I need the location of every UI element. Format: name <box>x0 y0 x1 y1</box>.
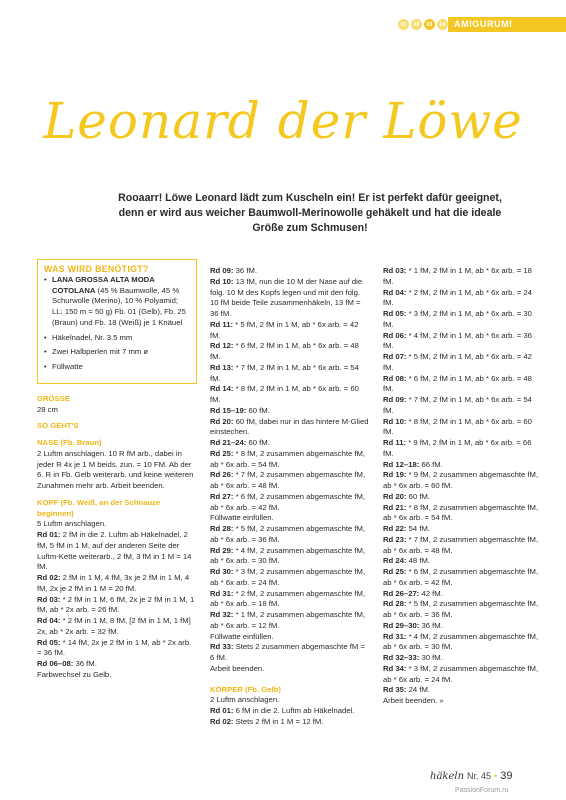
yarn-name: LANA GROSSA ALTA MODA COTOLANA <box>52 274 155 295</box>
materials-item-yarn <box>44 275 189 329</box>
round-line: Rd 02: 2 fM in 1 M, 4 fM, 3x je 2 fM in 1 M, 4 fM, 2x je 2 fM in 1 M = 20 fM. <box>37 573 190 593</box>
nase-text: 2 Luftm anschlagen. 10 R fM arb., dabei in jeder R 4x je 1 M beids. zun. = 10 FM. Ab der 6. R in Fb. Gelb weiterarb. und keine weiteren Zunahmen mehr arb. Arbeit beenden. <box>37 448 194 490</box>
round-line: Rd 25: * 6 fM, 2 zusammen abgemaschte fM, ab * 6x arb. = 42 fM. <box>383 567 539 587</box>
column-1 <box>37 259 197 681</box>
column-2 <box>210 266 370 728</box>
round-line: Rd 01: 2 fM in die 2. Luftm ab Häkelnadel, 2 fM, 5 fM in 1 M, auf der anderen Seite der Luftm-Kette weiterarb., 2 fM, 3 fM in 1 M = 14 fM. <box>37 530 192 572</box>
page-dot: 02 <box>411 19 422 30</box>
column-3 <box>383 266 543 707</box>
page-footer <box>430 770 512 782</box>
round-line: Rd 09: * 7 fM, 2 fM in 1 M, ab * 6x arb. = 54 fM. <box>383 395 532 415</box>
size-heading: GRÖSSE <box>37 393 70 403</box>
round-line: Rd 03: * 2 fM in 1 M, 6 fM, 2x je 2 fM in 1 M, 1 fM, ab * 2x arb. = 26 fM. <box>37 594 195 615</box>
round-line: Rd 09: 36 fM. <box>210 266 257 275</box>
page-dot: 01 <box>398 19 409 30</box>
round-line: Rd 25: * 8 fM, 2 zusammen abgemaschte fM, ab * 6x arb. = 54 fM. <box>210 448 366 469</box>
round-line: Rd 14: * 8 fM, 2 fM in 1 M, ab * 6x arb. = 60 fM. <box>210 384 359 404</box>
round-line: Rd 10: * 8 fM, 2 fM in 1 M, ab * 6x arb. = 60 fM. <box>383 416 532 437</box>
footer-separator: • <box>494 771 498 781</box>
round-line: Rd 06: * 4 fM, 2 fM in 1 M, ab * 6x arb. = 36 fM. <box>383 330 532 351</box>
round-line: Rd 04: * 2 fM, 2 fM in 1 M, ab * 6x arb. = 24 fM. <box>383 287 532 308</box>
section-label: AMIGURUMI <box>448 17 566 32</box>
round-line: Rd 33: Stets 2 zusammen abgemaschte fM = 6 fM. <box>210 642 365 662</box>
round-line: Rd 10: 13 fM, nun die 10 M der Nase auf die folg. 10 M des Kopfs legen und mit den folg. 10 fM beide Teile zusammenhäkeln, 13 fM = 36 fM. <box>210 276 363 318</box>
round-line: Rd 23: * 7 fM, 2 zusammen abgemaschte fM, ab * 6x arb. = 48 fM. <box>383 534 539 555</box>
materials-item: • Füllwatte <box>44 362 189 373</box>
round-line: Rd 05: * 14 fM, 2x je 2 fM in 1 M, ab * 2x arb. = 36 fM. <box>37 637 192 658</box>
round-line: Rd 28: * 5 fM, 2 zusammen abgemaschte fM, ab * 6x arb. = 36 fM. <box>383 599 539 619</box>
round-line: Rd 26–27: 42 fM. <box>383 588 443 598</box>
page-indicator-dots <box>398 19 448 30</box>
intro-text: Rooaarr! Löwe Leonard lädt zum Kuscheln ein! Er ist perfekt dafür geeignet, denn er wird aus weicher Baumwoll-Merinowolle gehäkelt und hat die ideale Größe zum Schmusen! <box>118 192 502 234</box>
round-line: Rd 34: * 3 fM, 2 zusammen abgemaschte fM, ab * 6x arb. = 24 fM. <box>383 663 539 684</box>
round-line: Rd 27: * 6 fM, 2 zusammen abgemaschte fM, ab * 6x arb. = 42 fM. <box>210 491 366 512</box>
koerper-intro: 2 Luftm anschlagen. <box>210 695 280 705</box>
kopf-heading: KOPF (Fb. Weiß, an der Schnauze beginnen) <box>37 497 161 518</box>
page-dot: 04 <box>437 19 448 30</box>
round-line: Rd 15–19: 60 fM. <box>210 405 270 415</box>
round-line: Rd 12: * 6 fM, 2 fM in 1 M, ab * 6x arb. = 48 fM. <box>210 341 359 361</box>
round-line: Rd 21: * 8 fM, 2 zusammen abgemaschte fM, ab * 6x arb. = 54 fM. <box>383 502 539 523</box>
round-line: Rd 13: * 7 fM, 2 fM in 1 M, ab * 6x arb. = 54 fM. <box>210 362 359 383</box>
round-line: Rd 24: 48 fM. <box>383 556 430 566</box>
round-line: Rd 07: * 5 fM, 2 fM in 1 M, ab * 6x arb. = 42 fM. <box>383 352 532 372</box>
note-line: Füllwatte einfüllen. <box>210 631 274 641</box>
page-title: Leonard der Löwe <box>43 92 523 150</box>
magazine-name: häkeln <box>430 771 465 782</box>
materials-item: • Zwei Halbperlen mit 7 mm ø <box>44 347 189 358</box>
nase-heading: NASE (Fb. Braun) <box>37 438 102 447</box>
round-line: Rd 22: 54 fM. <box>383 524 430 533</box>
round-line: Rd 29–30: 36 fM. <box>383 620 443 630</box>
round-line: Rd 02: Stets 2 fM in 1 M = 12 fM. <box>210 716 324 726</box>
issue-number: Nr. 45 <box>467 771 492 781</box>
round-line: Rd 32–33: 30 fM. <box>383 653 443 662</box>
round-line: Rd 21–24: 60 fM. <box>210 438 270 447</box>
round-line: Rd 32: * 1 fM, 2 zusammen abgemaschte fM, ab * 6x arb. = 12 fM. <box>210 610 366 630</box>
size-value: 28 cm <box>37 404 58 414</box>
round-line: Rd 01: 6 fM in die 2. Luftm ab Häkelnadel. <box>210 706 355 715</box>
round-line: Rd 30: * 3 fM, 2 zusammen abgemaschte fM, ab * 6x arb. = 24 fM. <box>210 567 366 587</box>
round-line: Rd 35: 24 fM. <box>383 685 430 695</box>
kopf-outro: Farbwechsel zu Gelb. <box>37 669 112 679</box>
note-line: Arbeit beenden. » <box>383 696 444 705</box>
round-line: Rd 11: * 9 fM, 2 fM in 1 M, ab * 6x arb. = 66 fM. <box>383 438 532 458</box>
howto-heading: SO GEHT'S <box>37 421 79 431</box>
round-line: Rd 19: * 9 fM, 2 zusammen abgemaschte fM, ab * 6x arb. = 60 fM. <box>383 470 539 490</box>
page-number: 39 <box>500 770 513 782</box>
materials-heading: WAS WIRD BENÖTIGT? <box>44 264 149 274</box>
round-line: Rd 03: * 1 fM, 2 fM in 1 M, ab * 6x arb. = 18 fM. <box>383 266 532 286</box>
materials-item: • Häkelnadel, Nr. 3.5 mm <box>44 333 189 344</box>
round-line: Rd 12–18: 66 fM. <box>383 459 443 469</box>
round-line: Rd 05: * 3 fM, 2 fM in 1 M, ab * 6x arb. = 30 fM. <box>383 309 532 329</box>
round-line: Rd 29: * 4 fM, 2 zusammen abgemaschte fM, ab * 6x arb. = 30 fM. <box>210 545 366 566</box>
round-line: Rd 20: 60 fM, dabei nur in das hintere M-Glied einstechen. <box>210 416 369 437</box>
kopf-intro: 5 Luftm anschlagen. <box>37 519 107 529</box>
round-line: Rd 31: * 4 fM, 2 zusammen abgemaschte fM, ab * 6x arb. = 30 fM. <box>383 631 539 652</box>
round-line: Rd 31: * 2 fM, 2 zusammen abgemaschte fM, ab * 6x arb. = 18 fM. <box>210 588 366 609</box>
round-line: Rd 26: * 7 fM, 2 zusammen abgemaschte fM, ab * 6x arb. = 48 fM. <box>210 470 366 490</box>
round-line: Rd 28: * 5 fM, 2 zusammen abgemaschte fM, ab * 6x arb. = 36 fM. <box>210 524 366 544</box>
round-line: Rd 06–08: 36 fM. <box>37 659 97 668</box>
note-line: Arbeit beenden. <box>210 663 265 673</box>
yarn-details: (45 % Baumwolle, 45 % Schurwolle (Merino), 10 % Polyamid; LL: 150 m = 50 g) Fb. 01 (Gelb), Fb. 25 (Braun) und Fb. 18 (Weiß) je 1 Knäuel <box>52 285 186 327</box>
round-line: Rd 08: * 6 fM, 2 fM in 1 M, ab * 6x arb. = 48 fM. <box>383 373 532 394</box>
materials-box <box>37 259 197 384</box>
note-line: Füllwatte einfüllen. <box>210 513 274 523</box>
materials-list <box>44 275 189 373</box>
round-line: Rd 20: 60 fM. <box>383 491 430 501</box>
koerper-heading: KÖRPER (Fb. Gelb) <box>210 684 281 694</box>
watermark: PassionForum.ru <box>455 787 509 794</box>
round-line: Rd 11: * 5 fM, 2 fM in 1 M, ab * 6x arb. = 42 fM. <box>210 319 359 340</box>
page-dot-active: 03 <box>424 19 435 30</box>
round-line: Rd 04: * 2 fM in 1 M, 8 fM, [2 fM in 1 M, 1 fM] 2x, ab * 2x arb. = 32 fM. <box>37 616 191 636</box>
